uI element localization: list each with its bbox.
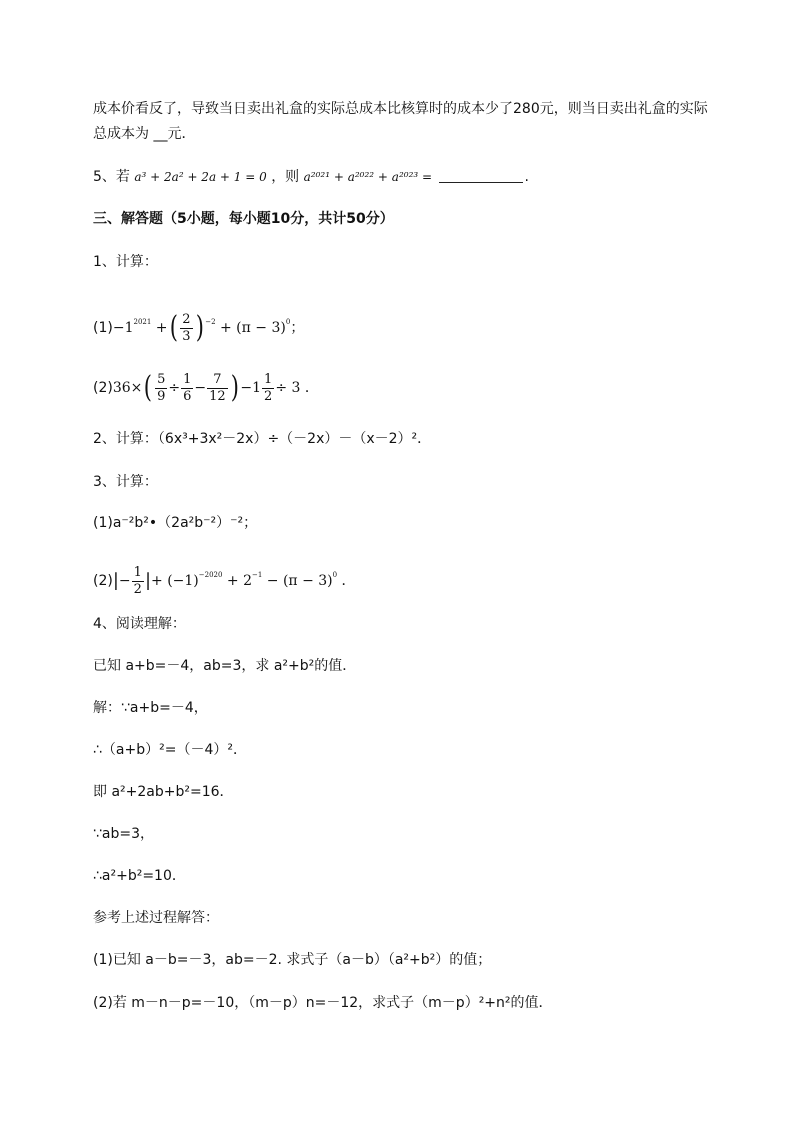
q1-2-label: (2) <box>93 380 113 396</box>
q3-2-term-c-exp: −1 <box>252 571 263 579</box>
text-line-cost-answer <box>93 124 195 144</box>
q1-1-fraction-exp: −2 <box>205 318 216 326</box>
question-4-step-3: 即 a²+2ab+b²=16． <box>93 784 234 800</box>
q1-2-tail: ÷ 3 <box>275 380 301 396</box>
q5-expression: a²⁰²¹ + a²⁰²² + a²⁰²³ = <box>303 170 433 184</box>
q3-2-end: ． <box>341 573 356 589</box>
q5-prefix: 5、若 <box>93 169 130 185</box>
q1-2-fraction-3: $\frac{7}{12}$ <box>209 371 226 404</box>
q3-2-term-b-exp: −2020 <box>198 571 223 579</box>
q3-2-fraction: $\frac{1}{2}$ <box>133 564 142 597</box>
q1-2-mixed-int: −1 <box>240 380 262 396</box>
question-4-part-1: (1)已知 a－b=－3，ab=－2. 求式子（a－b）（a²+b²）的值； <box>93 952 492 968</box>
q5-end: . <box>524 169 529 185</box>
q1-1-end: ； <box>290 320 305 336</box>
q1-2-end: ． <box>304 380 319 396</box>
q3-2-term-b: + (−1) <box>151 573 199 589</box>
question-5 <box>93 167 529 187</box>
q3-2-term-d: − (π − 3) <box>266 573 333 589</box>
q1-2-fraction-4: $\frac{1}{2}$ <box>264 371 273 404</box>
question-1-part-1: $(1)-1^{2021}$ +( $\frac{2}{3}$ ) $^{-2} + (\pi - 3)^0$； <box>93 310 305 345</box>
q1-1-term-a-exp: 2021 <box>133 318 152 326</box>
q5-mid: ，则 <box>271 169 300 185</box>
q1-1-term-a: −1 <box>112 320 134 336</box>
question-3-part-1: (1)a⁻²b²•（2a²b⁻²）⁻²； <box>93 515 258 531</box>
cost-problem-text: 成本价看反了，导致当日卖出礼盒的实际总成本比核算时的成本少了280元，则当日卖出礼盒的实际 <box>93 101 708 117</box>
question-1-part-2: (2)36×( $\frac{5}{9}$ ÷ $\frac{1}{6}$ − $\frac{7}{12}$ ) −1 $\frac{1}{2}$ ÷ 3 ． <box>93 370 319 405</box>
q1-1-fraction: $\frac{2}{3}$ <box>182 311 191 344</box>
q1-1-term-b: + (π − 3) <box>220 320 286 336</box>
q5-equation: a³ + 2a² + 2a + 1 = 0 <box>134 170 267 184</box>
text-line-cost <box>93 99 708 119</box>
q3-2-term-d-exp: 0 <box>332 571 338 579</box>
question-4-part-2: (2)若 m－n－p=－10，（m－p）n=－12，求式子（m－p）²+n²的值． <box>93 995 553 1011</box>
q3-2-term-c: + 2 <box>226 573 252 589</box>
question-1-heading: 1、计算： <box>93 254 158 270</box>
q3-2-label: (2) <box>93 573 113 589</box>
question-4-step-4: ∵ab=3， <box>93 826 155 842</box>
total-cost-blank: __元． <box>153 126 196 142</box>
q1-2-coefficient: 36× <box>112 380 143 396</box>
total-cost-label: 总成本为 <box>93 126 149 142</box>
question-4-reference: 参考上述过程解答： <box>93 910 219 926</box>
question-3-heading: 3、计算： <box>93 474 158 490</box>
q1-2-fraction-2: $\frac{1}{6}$ <box>183 371 192 404</box>
question-2: 2、计算：（6x³+3x²－2x）÷（－2x）－（x－2）²． <box>93 431 432 447</box>
question-4-step-2: ∴（a+b）²=（－4）²． <box>93 742 247 758</box>
question-4-step-1: 解：∵a+b=－4， <box>93 700 208 716</box>
q5-answer-blank <box>439 168 523 183</box>
q3-2-minus: − <box>118 573 131 589</box>
q1-2-fraction-1: $\frac{5}{9}$ <box>157 371 166 404</box>
section-3-heading: 三、解答题（5小题，每小题10分，共计50分） <box>93 211 394 227</box>
question-3-part-2: (2)|− $\frac{1}{2}$ |+ $(-1)^{-2020} + 2^{-1} - (\pi - 3)^0$ ． <box>93 564 356 597</box>
question-4-given: 已知 a+b=－4，ab=3，求 a²+b²的值． <box>93 658 357 674</box>
q1-1-term-b-exp: 0 <box>285 318 291 326</box>
question-4-step-5: ∴a²+b²=10． <box>93 868 186 884</box>
q1-1-label: (1) <box>93 320 113 336</box>
question-4-heading: 4、阅读理解： <box>93 616 186 632</box>
